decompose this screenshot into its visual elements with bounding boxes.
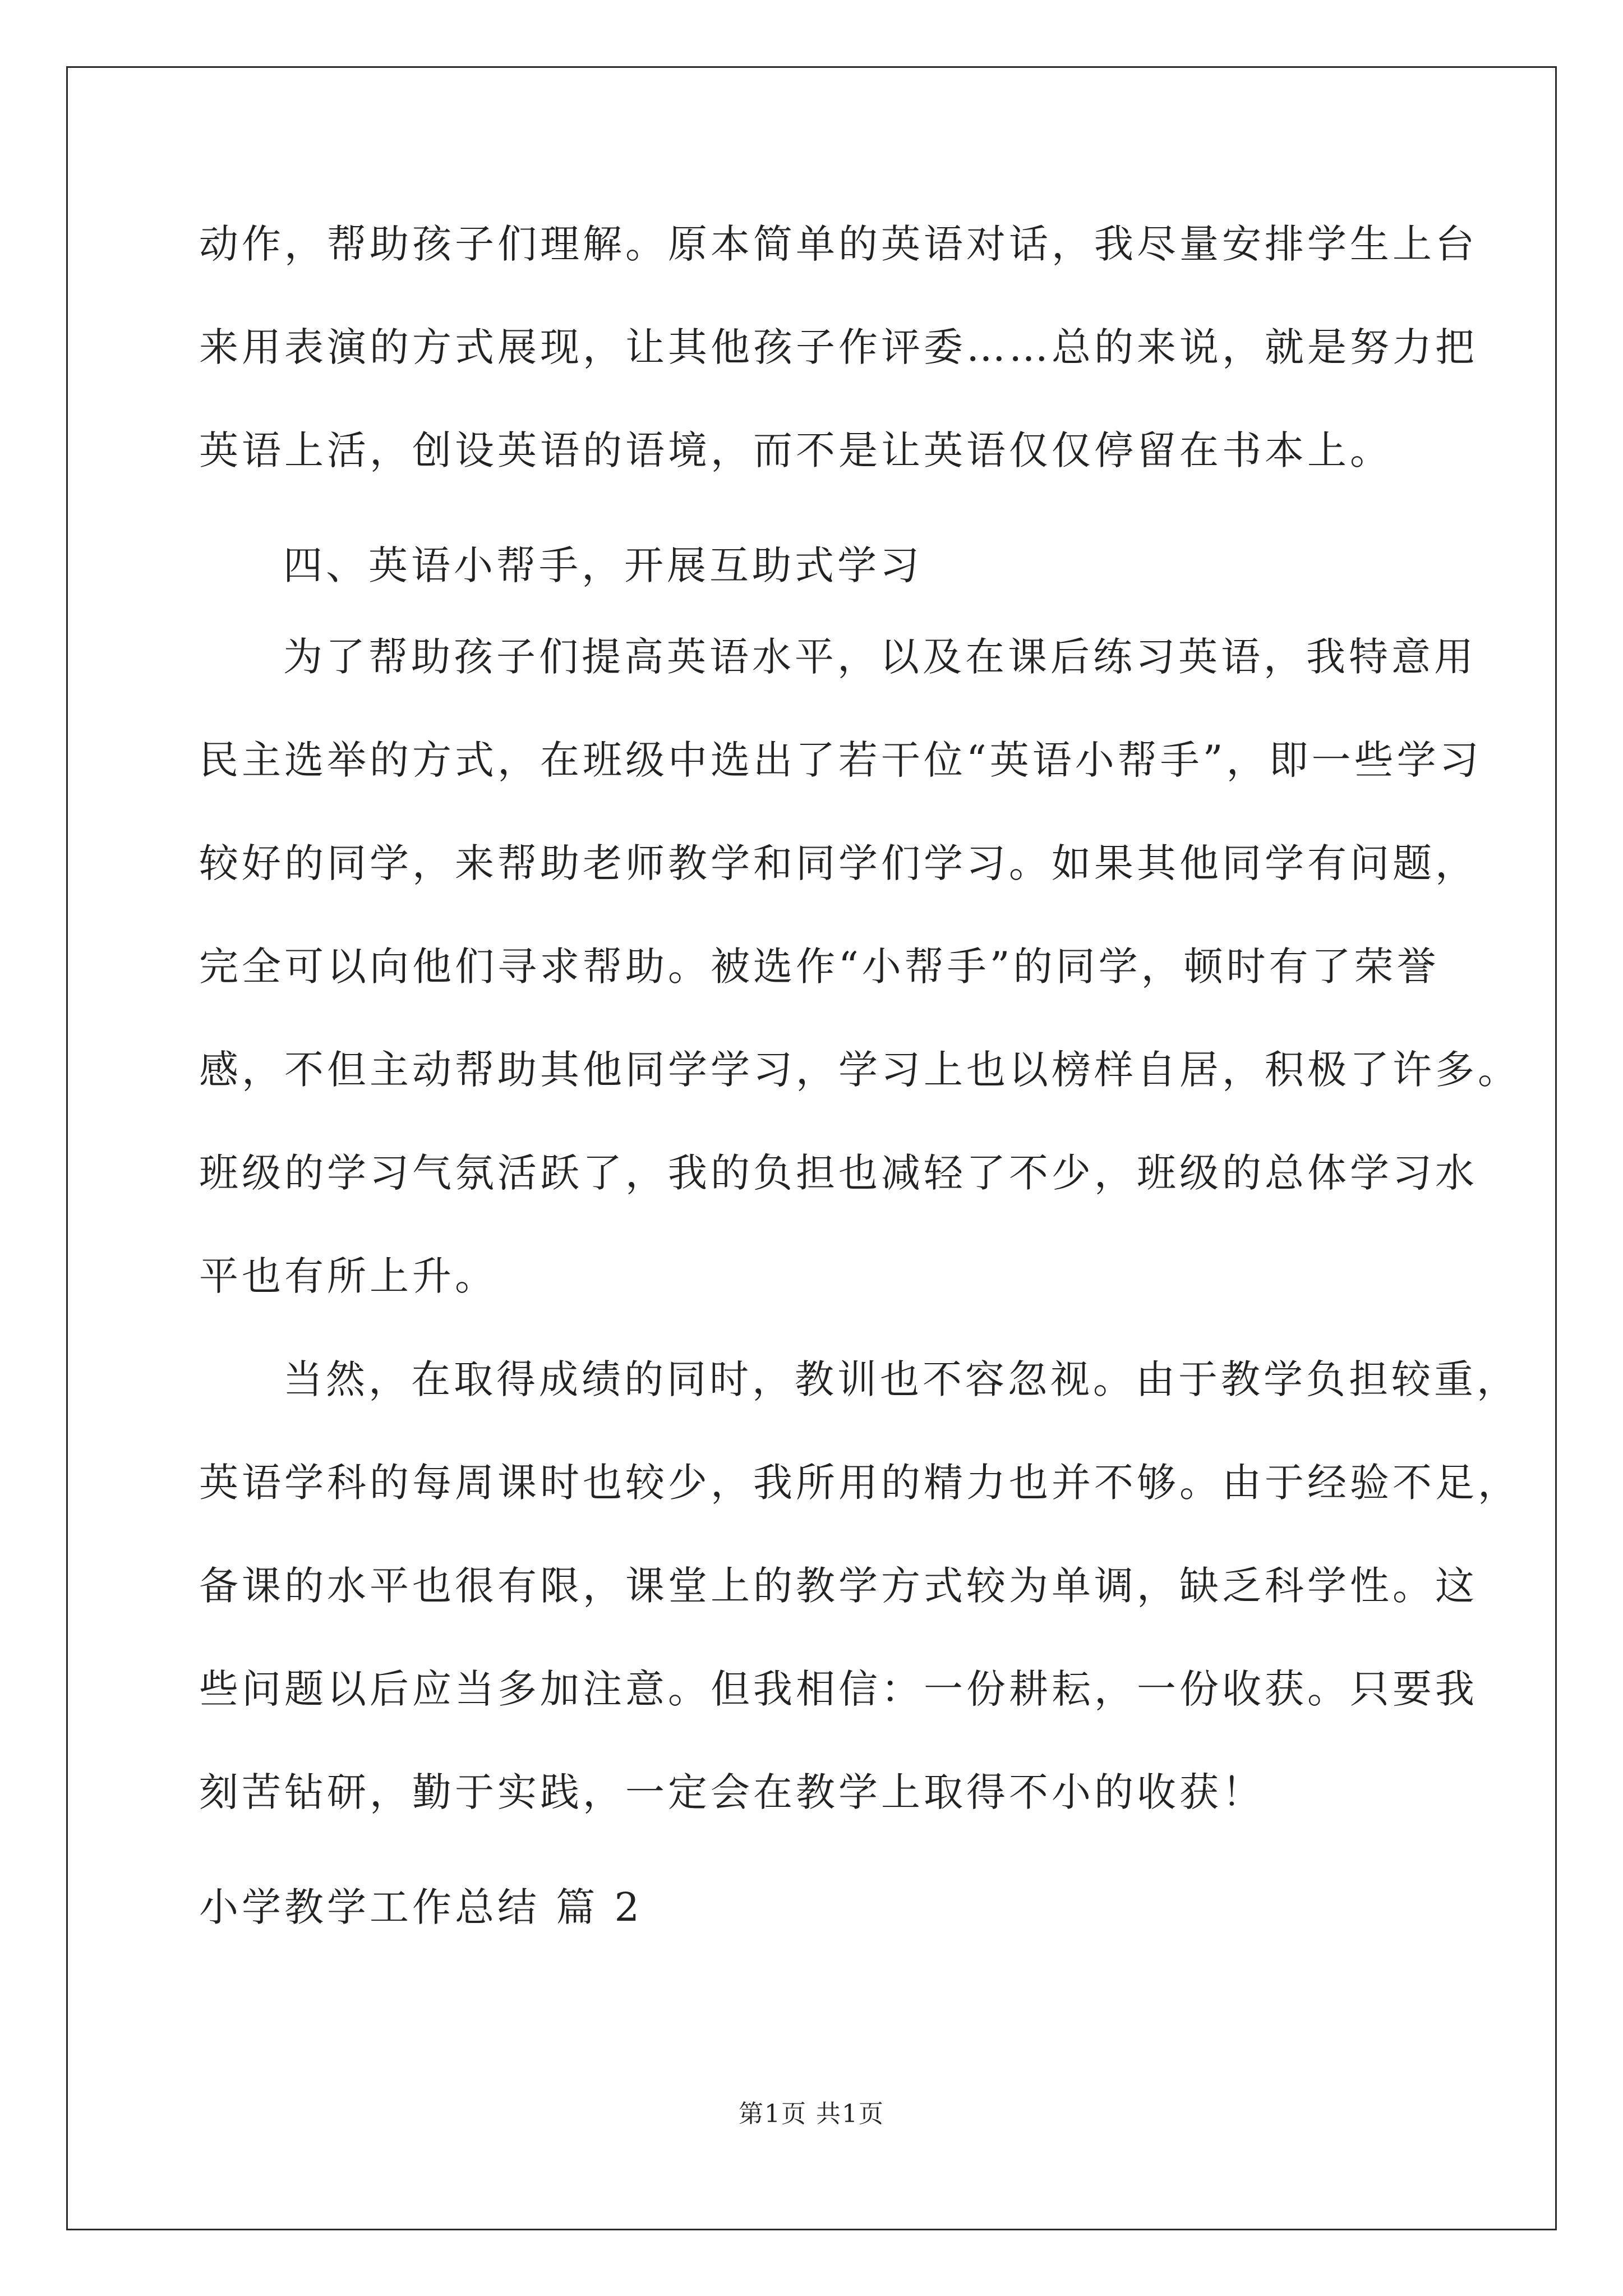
paragraph-line: 备课的水平也很有限，课堂上的教学方式较为单调，缺乏科学性。这	[199, 1563, 1478, 1609]
paragraph-line: 平也有所上升。	[199, 1253, 497, 1299]
paragraph-line: 英语学科的每周课时也较少，我所用的精力也并不够。由于经验不足，	[199, 1460, 1520, 1506]
paragraph-line: 动作，帮助孩子们理解。原本简单的英语对话，我尽量安排学生上台	[199, 221, 1478, 267]
paragraph-line: 较好的同学，来帮助老师教学和同学们学习。如果其他同学有问题，	[199, 840, 1478, 886]
paragraph-line: 民主选举的方式，在班级中选出了若干位“英语小帮手”，即一些学习	[199, 737, 1482, 783]
paragraph-line: 完全可以向他们寻求帮助。被选作“小帮手”的同学，顿时有了荣誉	[199, 944, 1440, 990]
paragraph-line: 班级的学习气氛活跃了，我的负担也减轻了不少，班级的总体学习水	[199, 1150, 1478, 1196]
paragraph-line: 当然，在取得成绩的同时，教训也不容忽视。由于教学负担较重，	[283, 1356, 1519, 1402]
paragraph-line: 英语上活，创设英语的语境，而不是让英语仅仅停留在书本上。	[199, 427, 1393, 473]
article-heading: 小学教学工作总结 篇 2	[199, 1884, 643, 1930]
paragraph-line: 些问题以后应当多加注意。但我相信：一份耕耘，一份收获。只要我	[199, 1666, 1478, 1712]
section-heading-4: 四、英语小帮手，开展互助式学习	[283, 542, 923, 588]
page-footer: 第1页 共1页	[739, 2100, 884, 2128]
paragraph-line: 来用表演的方式展现，让其他孩子作评委……总的来说，就是努力把	[199, 324, 1478, 370]
paragraph-line: 刻苦钻研，勤于实践，一定会在教学上取得不小的收获！	[199, 1769, 1265, 1815]
paragraph-line: 为了帮助孩子们提高英语水平，以及在课后练习英语，我特意用	[283, 634, 1477, 680]
paragraph-line: 感，不但主动帮助其他同学学习，学习上也以榜样自居，积极了许多。	[199, 1047, 1520, 1093]
